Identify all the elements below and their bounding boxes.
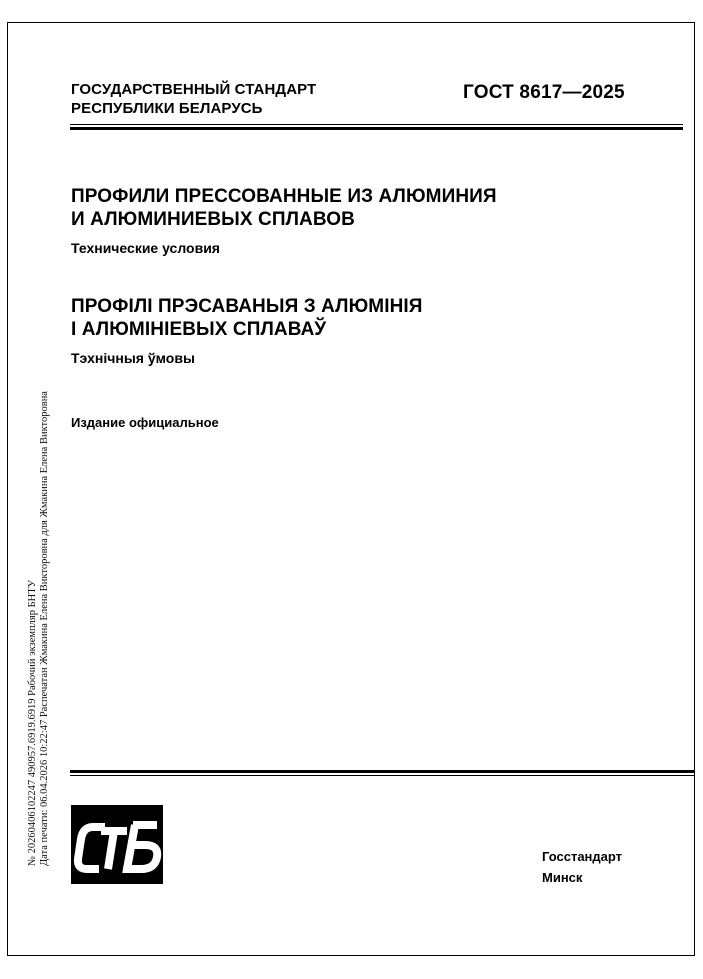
stamp-line-2: Дата печати: 06.04.2026 10:22:47 Распечатан Жмакина Елена Викторовна для Жмакина Елена Викторовна	[38, 391, 50, 866]
title-belarusian	[71, 295, 423, 366]
footer-divider-thin	[70, 775, 695, 776]
edition-label: Издание официальное	[71, 415, 219, 430]
stamp-line-1: № 20260406102247 490957.6919.6919 Рабочий экземпляр БНТУ	[27, 579, 38, 866]
title-ru-line-2: И АЛЮМИНИЕВЫХ СПЛАВОВ	[71, 209, 355, 230]
publisher-name: Госстандарт	[542, 849, 623, 864]
title-ru-line-1: ПРОФИЛИ ПРЕССОВАННЫЕ ИЗ АЛЮМИНИЯ	[71, 186, 497, 207]
title-by-subtitle: Тэхнічныя ўмовы	[71, 350, 195, 366]
standard-number: ГОСТ 8617—2025	[463, 82, 625, 103]
side-print-stamp	[27, 391, 50, 866]
title-ru-subtitle: Технические условия	[71, 240, 220, 256]
authority-line-1: ГОСУДАРСТВЕННЫЙ СТАНДАРТ	[71, 81, 317, 98]
gosstandart-logo-icon	[71, 805, 163, 884]
publisher	[542, 846, 622, 888]
publisher-city: Минск	[542, 870, 583, 885]
title-by-line-1: ПРОФІЛІ ПРЭСАВАНЫЯ З АЛЮМІНІЯ	[71, 296, 423, 317]
authority-line-2: РЕСПУБЛИКИ БЕЛАРУСЬ	[71, 100, 263, 117]
title-by-line-2: І АЛЮМІНІЕВЫХ СПЛАВАЎ	[71, 319, 327, 340]
header-divider-thin	[70, 124, 683, 125]
issuing-authority	[71, 80, 316, 118]
header-divider-thick	[70, 127, 683, 130]
title-russian	[71, 185, 497, 256]
footer-divider-thick	[70, 770, 695, 773]
